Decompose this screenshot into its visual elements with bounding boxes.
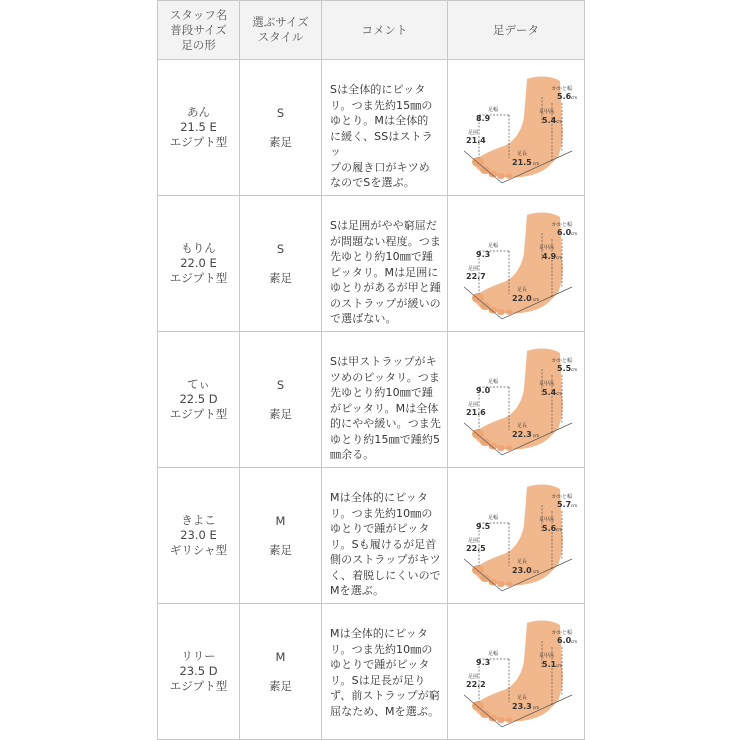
comment-line: リ。Sも履けるが足首 <box>330 537 437 551</box>
foot-width-value: 9.3 <box>475 250 490 259</box>
staff-foot-shape: ギリシャ型 <box>169 543 228 557</box>
foot-width-caption: 足幅 <box>487 243 498 249</box>
comment-line: Sは甲ストラップがキ <box>330 355 437 368</box>
instep-unit: cm <box>555 391 562 396</box>
girth-caption: 足囲 <box>467 130 478 136</box>
girth-value: 22.7 <box>465 272 486 281</box>
chosen-size: M <box>275 513 286 528</box>
comment-cell <box>322 332 448 468</box>
foot-width-caption: 足幅 <box>487 379 498 385</box>
girth-value: 21.4 <box>465 136 486 145</box>
choice-cell <box>240 468 322 604</box>
comment-line: ㎜余る。 <box>330 448 375 461</box>
length-value: 22.0 <box>511 294 532 303</box>
length-unit: cm <box>532 705 539 710</box>
girth-caption: 足囲 <box>467 674 478 680</box>
foot-diagram <box>454 607 579 732</box>
staff-foot-shape: エジプト型 <box>169 679 228 693</box>
heel-width-unit: cm <box>570 503 577 508</box>
foot-width-value: 8.9 <box>475 114 490 123</box>
foot-data-cell <box>448 604 585 740</box>
chosen-size: S <box>276 377 285 392</box>
girth-value: 21.6 <box>465 408 486 417</box>
choice-cell <box>240 196 322 332</box>
heel-width-value: 5.5 <box>556 364 571 373</box>
length-unit: cm <box>532 297 539 302</box>
comment-line: なのでSを選ぶ。 <box>330 176 416 189</box>
comment-line: Sは全体的にピッタ <box>330 83 426 96</box>
comment-line: Mは全体的にピッタ <box>330 491 428 504</box>
comment-line: ず、前ストラップが窮 <box>330 689 440 702</box>
length-caption: 足長 <box>516 423 527 429</box>
length-value: 22.3 <box>511 430 532 439</box>
heel-width-caption: かかと幅 <box>551 494 572 500</box>
comment-line: ゆとりがあるが甲と踵 <box>330 281 441 294</box>
length-value: 23.0 <box>511 566 532 575</box>
header-foot-data: 足データ <box>448 1 585 60</box>
heel-width-unit: cm <box>570 231 577 236</box>
comment-line: リ。Sは足長が足り <box>330 673 426 687</box>
foot-diagram <box>454 335 579 460</box>
length-value: 23.3 <box>511 702 532 711</box>
length-caption: 足長 <box>516 559 527 565</box>
heel-width-caption: かかと幅 <box>551 86 572 92</box>
foot-data-cell <box>448 60 585 196</box>
foot-diagram <box>454 63 579 188</box>
foot-width-value: 9.0 <box>475 386 490 395</box>
staff-name: リリー <box>181 649 216 663</box>
staff-cell <box>158 60 240 196</box>
girth-caption: 足囲 <box>467 266 478 272</box>
staff-foot-shape: エジプト型 <box>169 407 228 421</box>
instep-value: 5.4 <box>541 388 556 397</box>
style: 素足 <box>269 134 292 149</box>
header-row <box>158 1 585 60</box>
girth-value: 22.2 <box>465 680 486 689</box>
header-size: 選ぶサイズ スタイル <box>240 1 322 60</box>
comment-line: ツめのピッタリ。つま <box>330 370 441 384</box>
foot-data-cell <box>448 468 585 604</box>
fitting-table <box>157 0 585 740</box>
comment-line: リ。つま先約10㎜の <box>330 506 433 520</box>
foot-data-cell <box>448 196 585 332</box>
heel-width-unit: cm <box>570 639 577 644</box>
table-row <box>158 60 585 196</box>
comment-line: く、着脱しにくいので <box>330 568 441 582</box>
comment-line: 側のストラップがキツ <box>330 553 441 566</box>
staff-cell <box>158 332 240 468</box>
choice-cell <box>240 332 322 468</box>
instep-caption: 足甲高 <box>538 245 554 251</box>
heel-width-caption: かかと幅 <box>551 358 572 364</box>
heel-width-unit: cm <box>570 367 577 372</box>
style: 素足 <box>269 270 292 285</box>
instep-value: 5.6 <box>541 524 556 533</box>
instep-value: 5.4 <box>541 116 556 125</box>
style: 素足 <box>269 406 292 421</box>
comment-line: 先ゆとり約10㎜で踵 <box>330 386 433 399</box>
comment-line: がピッタリ。Mは全体 <box>330 401 439 415</box>
header-comment: コメント <box>322 1 448 60</box>
comment-cell <box>322 604 448 740</box>
comment-line: 先ゆとり約10㎜で踵 <box>330 250 433 263</box>
comment-line: Mを選ぶ。 <box>330 584 385 597</box>
comment-line: ゆとりで踵がピッタ <box>330 658 430 671</box>
staff-usual-size: 23.5 D <box>179 664 218 678</box>
heel-width-caption: かかと幅 <box>551 222 572 228</box>
heel-width-caption: かかと幅 <box>551 630 572 636</box>
foot-data-cell <box>448 332 585 468</box>
heel-width-value: 5.6 <box>556 92 571 101</box>
choice-cell <box>240 604 322 740</box>
comment-line: のストラップが緩いの <box>330 296 441 310</box>
comment-cell <box>322 196 448 332</box>
style: 素足 <box>269 542 292 557</box>
length-value: 21.5 <box>511 158 532 167</box>
length-caption: 足長 <box>516 287 527 293</box>
staff-name: もりん <box>181 241 216 255</box>
comment-line: 屈なため、Mを選ぶ。 <box>330 704 440 718</box>
table-row <box>158 468 585 604</box>
comment-line: リ。つま先約15㎜の <box>330 98 433 112</box>
length-unit: cm <box>532 161 539 166</box>
instep-unit: cm <box>555 663 562 668</box>
foot-diagram <box>454 471 579 596</box>
length-caption: 足長 <box>516 695 527 701</box>
comment-line: ゆとりで踵がピッタ <box>330 522 430 535</box>
staff-usual-size: 23.0 E <box>180 528 217 542</box>
comment-line: に緩く、SSはストラッ <box>330 129 433 158</box>
girth-value: 22.5 <box>465 544 486 553</box>
length-caption: 足長 <box>516 151 527 157</box>
girth-caption: 足囲 <box>467 402 478 408</box>
staff-foot-shape: エジプト型 <box>169 135 228 149</box>
foot-width-caption: 足幅 <box>487 651 498 657</box>
instep-unit: cm <box>555 119 562 124</box>
instep-unit: cm <box>555 255 562 260</box>
staff-cell <box>158 196 240 332</box>
choice-cell <box>240 60 322 196</box>
instep-caption: 足甲高 <box>538 517 554 523</box>
chosen-size: S <box>276 241 285 256</box>
comment-line: Sは足囲がやや窮屈だ <box>330 219 437 232</box>
comment-line: で選ばない。 <box>330 312 397 325</box>
instep-caption: 足甲高 <box>538 109 554 115</box>
comment-line: ピッタリ。Mは足囲に <box>330 265 439 279</box>
instep-caption: 足甲高 <box>538 381 554 387</box>
staff-cell <box>158 604 240 740</box>
staff-name: きよこ <box>181 513 216 527</box>
header-staff: スタッフ名 普段サイズ 足の形 <box>158 1 240 60</box>
foot-width-value: 9.3 <box>475 658 490 667</box>
heel-width-value: 5.7 <box>556 500 571 509</box>
length-unit: cm <box>532 433 539 438</box>
length-unit: cm <box>532 569 539 574</box>
staff-name: てぃ <box>187 377 210 391</box>
table-row <box>158 196 585 332</box>
staff-usual-size: 22.5 D <box>179 392 218 406</box>
instep-value: 4.9 <box>541 252 556 261</box>
heel-width-value: 6.0 <box>556 228 571 237</box>
comment-line: ゆとり約15㎜で踵約5 <box>330 432 441 446</box>
heel-width-value: 6.0 <box>556 636 571 645</box>
comment-line: プの履き口がキツめ <box>330 160 430 174</box>
staff-name: あん <box>187 105 210 119</box>
style: 素足 <box>269 678 292 693</box>
comment-cell <box>322 60 448 196</box>
foot-diagram <box>454 199 579 324</box>
chosen-size: S <box>276 105 285 120</box>
comment-line: Mは全体的にピッタ <box>330 627 428 640</box>
table-row <box>158 332 585 468</box>
staff-foot-shape: エジプト型 <box>169 271 228 285</box>
foot-width-caption: 足幅 <box>487 107 498 113</box>
comment-cell <box>322 468 448 604</box>
staff-usual-size: 22.0 E <box>180 256 217 270</box>
table-row <box>158 604 585 740</box>
staff-cell <box>158 468 240 604</box>
instep-unit: cm <box>555 527 562 532</box>
staff-usual-size: 21.5 E <box>180 120 217 134</box>
girth-caption: 足囲 <box>467 538 478 544</box>
instep-caption: 足甲高 <box>538 653 554 659</box>
comment-line: ゆとり。Mは全体的 <box>330 114 429 127</box>
comment-line: が問題ない程度。つま <box>330 234 441 248</box>
comment-line: リ。つま先約10㎜の <box>330 642 433 656</box>
heel-width-unit: cm <box>570 95 577 100</box>
instep-value: 5.1 <box>541 660 556 669</box>
foot-width-value: 9.5 <box>475 522 490 531</box>
foot-width-caption: 足幅 <box>487 515 498 521</box>
chosen-size: M <box>275 649 286 664</box>
comment-line: 的にやや緩い。つま先 <box>330 417 441 430</box>
